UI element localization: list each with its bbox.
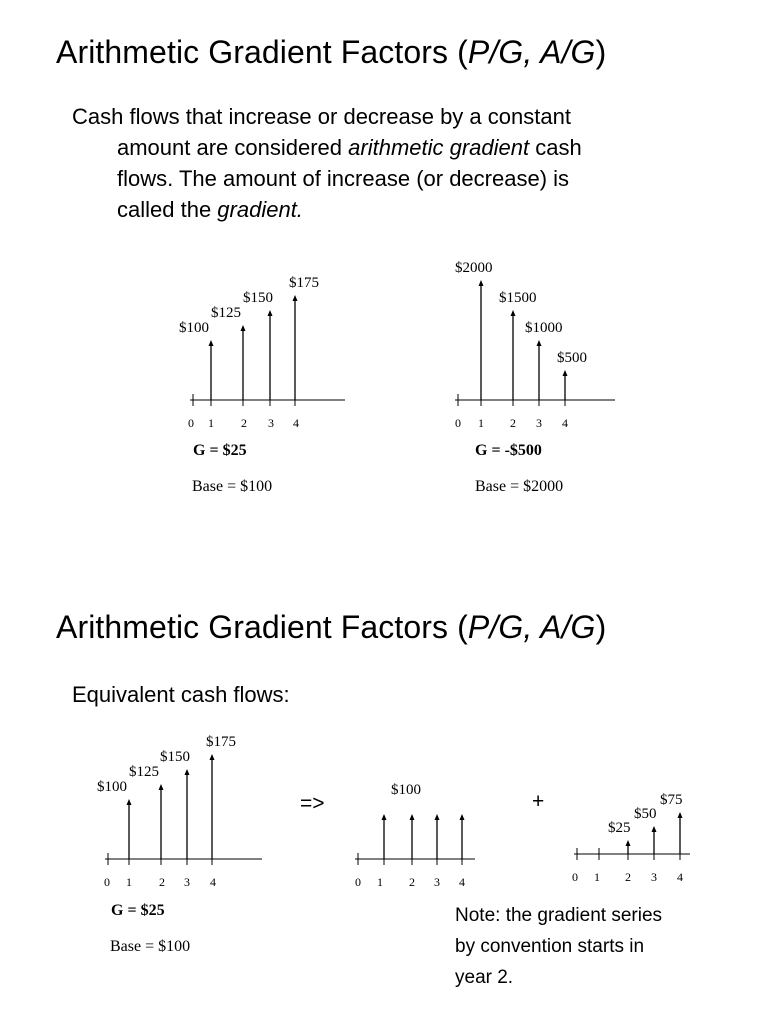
para-text: amount are considered: [117, 135, 349, 160]
tick-label: 4: [562, 416, 568, 430]
tick-label: 2: [159, 875, 165, 889]
value-label: $75: [660, 792, 683, 808]
arrow-head: [209, 340, 214, 346]
arrow-head: [511, 310, 516, 316]
value-label: $50: [634, 806, 657, 822]
tick-label: 1: [208, 416, 214, 430]
cashflow-diagram-4: [355, 782, 475, 889]
para-em: gradient.: [217, 197, 303, 222]
para-text: cash: [529, 135, 582, 160]
tick-label: 2: [241, 416, 247, 430]
value-label: $175: [289, 275, 319, 291]
chart2-gradient-label: G = -$500: [475, 442, 542, 459]
slide1-title-close: ): [595, 34, 607, 70]
tick-label: 3: [434, 875, 440, 889]
slide2-title: [56, 609, 606, 646]
arrow-head: [479, 280, 484, 286]
value-label: $1000: [525, 320, 563, 336]
arrow-head: [652, 826, 657, 832]
value-label: $175: [206, 734, 236, 750]
cashflow-diagram-2: [455, 260, 615, 430]
tick-label: 1: [377, 875, 383, 889]
chart1-gradient-label: G = $25: [193, 442, 247, 459]
cashflow-diagram-1: [179, 275, 345, 430]
arrow-head: [537, 340, 542, 346]
arrow-head: [382, 814, 387, 820]
slide2-title-text: Arithmetic Gradient Factors (: [56, 609, 468, 645]
tick-label: 1: [594, 870, 600, 884]
value-label: $150: [243, 290, 273, 306]
arrow-head: [127, 799, 132, 805]
chart3-base-label: Base = $100: [110, 938, 191, 955]
value-label: $25: [608, 820, 631, 836]
arrow-head: [210, 754, 215, 760]
arrow-head: [185, 769, 190, 775]
arrow-head: [268, 310, 273, 316]
arrow-head: [159, 784, 164, 790]
tick-label: 4: [459, 875, 465, 889]
note-line-1: Note: the gradient series: [455, 905, 663, 926]
equivalence-arrow: =>: [300, 792, 325, 815]
tick-label: 0: [355, 875, 361, 889]
chart1-base-label: Base = $100: [192, 478, 273, 495]
value-label: $125: [129, 764, 159, 780]
arrow-head: [293, 295, 298, 301]
tick-label: 2: [625, 870, 631, 884]
para-line-1: Cash flows that increase or decrease by a constant: [72, 104, 571, 129]
tick-label: 1: [478, 416, 484, 430]
value-label: $100: [391, 782, 421, 798]
arrow-head: [678, 812, 683, 818]
plus-sign: +: [532, 790, 545, 813]
tick-label: 2: [409, 875, 415, 889]
tick-label: 4: [677, 870, 683, 884]
tick-label: 3: [536, 416, 542, 430]
tick-label: 2: [510, 416, 516, 430]
tick-label: 4: [210, 875, 216, 889]
slide2-title-em: P/G, A/G: [467, 609, 596, 645]
value-label: $150: [160, 749, 190, 765]
arrow-head: [410, 814, 415, 820]
value-label: $2000: [455, 260, 493, 276]
convention-note: [455, 900, 662, 993]
tick-label: 0: [104, 875, 110, 889]
tick-label: 3: [184, 875, 190, 889]
arrow-head: [241, 325, 246, 331]
tick-label: 3: [268, 416, 274, 430]
para-text: called the: [117, 197, 218, 222]
slide1-title-text: Arithmetic Gradient Factors (: [56, 34, 468, 70]
value-label: $125: [211, 305, 241, 321]
arrow-head: [563, 370, 568, 376]
tick-label: 0: [455, 416, 461, 430]
slide1-title-em: P/G, A/G: [467, 34, 596, 70]
value-label: $100: [179, 320, 209, 336]
value-label: $100: [97, 779, 127, 795]
para-em: arithmetic gradient: [348, 135, 530, 160]
tick-label: 0: [188, 416, 194, 430]
tick-label: 4: [293, 416, 299, 430]
arrow-head: [435, 814, 440, 820]
value-label: $500: [557, 350, 587, 366]
para-line-3: flows. The amount of increase (or decrease) is: [117, 166, 570, 191]
slide2-subtitle: Equivalent cash flows:: [72, 682, 290, 707]
arrow-head: [626, 840, 631, 846]
slide2-title-close: ): [595, 609, 607, 645]
tick-label: 3: [651, 870, 657, 884]
note-line-3: year 2.: [455, 967, 514, 988]
cashflow-diagram-5: [572, 792, 690, 884]
cashflow-diagram-3: [97, 734, 262, 889]
arrow-head: [460, 814, 465, 820]
note-line-2: by convention starts in: [455, 936, 645, 957]
chart3-gradient-label: G = $25: [111, 902, 165, 919]
tick-label: 0: [572, 870, 578, 884]
value-label: $1500: [499, 290, 537, 306]
chart2-base-label: Base = $2000: [475, 478, 564, 495]
tick-label: 1: [126, 875, 132, 889]
